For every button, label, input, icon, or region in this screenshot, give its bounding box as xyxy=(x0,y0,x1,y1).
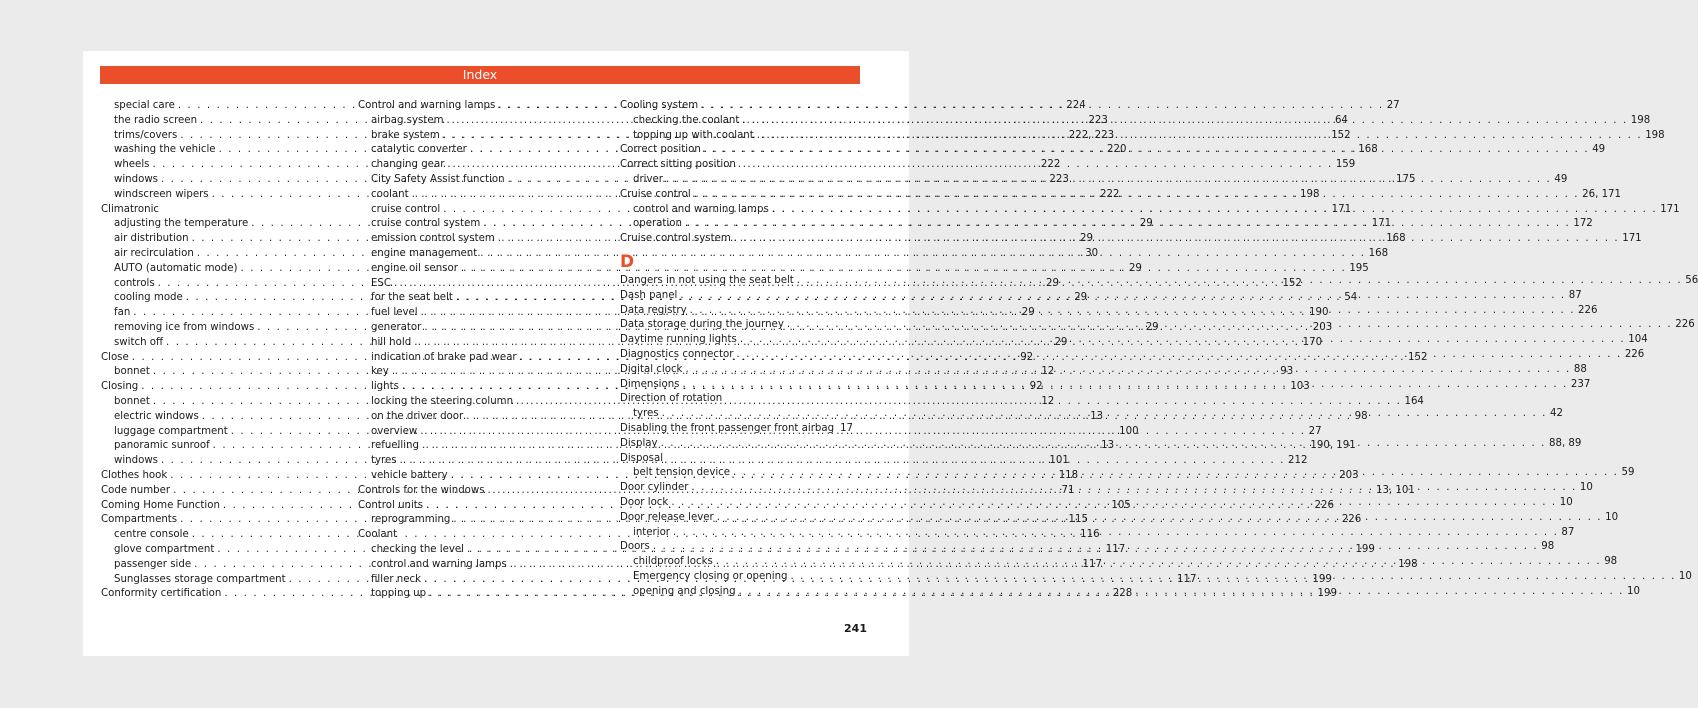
entry-page-ref: 222, 223 xyxy=(1068,129,1115,141)
entry-term: catalytic converter xyxy=(371,144,467,156)
entry-page-ref: 13 xyxy=(1101,440,1115,452)
entry-page-ref: 117 xyxy=(1105,543,1126,555)
entry-term: Diagnostics connector xyxy=(620,348,734,360)
entry-term: Daytime running lights xyxy=(620,334,737,346)
entry-term: Disposal xyxy=(620,452,664,464)
entry-page-ref: 224 xyxy=(1066,100,1086,111)
entry-page-ref: 223 xyxy=(1049,173,1069,185)
entry-term: Door cylinder xyxy=(620,482,689,494)
entry-page-ref: 198 xyxy=(1645,129,1665,141)
entry-term: windscreen wipers xyxy=(114,188,209,200)
entry-page-ref: 226 xyxy=(1675,319,1695,331)
entry-term: Digital clock xyxy=(620,363,683,375)
entry-term: on the driver door xyxy=(371,410,464,422)
entry-term: lights xyxy=(371,381,399,393)
dot-leader xyxy=(757,129,1642,144)
entry-page-ref: 59 xyxy=(1621,467,1635,479)
entry-term: Climatronic xyxy=(101,203,160,215)
entry-term: Coolant xyxy=(358,529,398,541)
index-entry xyxy=(620,392,848,407)
entry-term: passenger side xyxy=(114,558,192,570)
entry-page-ref: 49 xyxy=(1554,173,1568,185)
dot-leader xyxy=(480,247,1365,262)
dot-leader xyxy=(742,114,1627,129)
entry-term: Controls for the windows xyxy=(358,484,485,496)
dot-leader xyxy=(685,217,1570,232)
entry-term: City Safety Assist function xyxy=(371,173,505,185)
dot-leader xyxy=(691,481,1576,496)
entry-page-ref: 223 xyxy=(1088,114,1108,126)
page-number: 241 xyxy=(844,622,867,635)
entry-page-ref: 98 xyxy=(1541,541,1555,553)
entry-term: washing the vehicle xyxy=(114,144,216,156)
entry-term: driver xyxy=(633,173,663,185)
entry-term: ESC xyxy=(371,277,392,289)
entry-term: glove compartment xyxy=(114,543,215,555)
entry-term: checking the coolant xyxy=(633,114,740,126)
dot-leader xyxy=(662,407,1547,422)
entry-term: operation xyxy=(633,218,682,230)
entry-term: control and warning lamps xyxy=(633,203,769,215)
dot-leader xyxy=(740,333,1625,348)
entry-term: locking the steering column xyxy=(371,395,514,407)
entry-term: luggage compartment xyxy=(114,425,228,437)
entry-term: engine oil sensor xyxy=(371,262,458,274)
entry-page-ref: 170 xyxy=(1302,336,1323,348)
entry-term: Conformity certification xyxy=(101,588,222,600)
entry-page-ref: 10 xyxy=(1605,511,1619,523)
entry-page-ref: 104 xyxy=(1628,334,1648,346)
entry-term: Doors xyxy=(620,541,650,553)
entry-page-ref: 220 xyxy=(1107,144,1127,156)
entry-term: Code number xyxy=(101,484,171,496)
entry-term: special care xyxy=(114,100,175,111)
dot-leader xyxy=(680,289,1565,304)
entry-page-ref: 212 xyxy=(1288,455,1308,467)
entry-term: Control units xyxy=(358,499,424,511)
entry-term: brake system xyxy=(371,129,440,141)
dot-leader xyxy=(716,555,1601,570)
entry-term: tyres xyxy=(633,408,659,420)
index-entry xyxy=(620,422,854,437)
dot-leader xyxy=(447,158,1332,173)
dot-leader xyxy=(736,348,1621,363)
entry-term: Coming Home Function xyxy=(101,499,220,511)
index-entry xyxy=(620,452,848,467)
entry-term: Data storage during the journey xyxy=(620,319,784,331)
index-subentry xyxy=(620,203,1680,218)
entry-page-ref: 100 xyxy=(1119,425,1139,437)
dot-leader xyxy=(653,540,1538,555)
entry-term: reprogramming xyxy=(371,514,451,526)
entry-term: Cruise control system xyxy=(620,233,731,245)
entry-page-ref: 190 xyxy=(1309,307,1329,319)
entry-term: Sunglasses storage compartment xyxy=(114,573,286,585)
entry-page-ref: 101 xyxy=(1049,455,1069,467)
entry-term: Control and warning lamps xyxy=(358,100,496,111)
entry-page-ref: 198 xyxy=(1630,114,1651,126)
entry-page-ref: 12 xyxy=(1041,366,1055,378)
entry-page-ref: 71 xyxy=(1061,484,1075,496)
entry-page-ref: 198 xyxy=(1300,188,1320,200)
entry-term: overview xyxy=(371,425,418,437)
entry-term: fan xyxy=(114,307,131,319)
entry-page-ref: 152 xyxy=(1331,129,1351,141)
entry-page-ref: 203 xyxy=(1312,321,1333,333)
entry-term: topping up xyxy=(371,588,427,600)
entry-page-ref: 171 xyxy=(1371,218,1392,230)
dot-leader xyxy=(734,232,1619,247)
entry-term: Correct sitting position xyxy=(620,159,736,171)
entry-term: vehicle battery xyxy=(371,469,448,481)
entry-page-ref: 26, 171 xyxy=(1582,188,1622,200)
entry-term: control and warning lamps xyxy=(371,558,507,570)
entry-page-ref: 203 xyxy=(1339,469,1359,481)
entry-term: Correct position xyxy=(620,144,701,156)
entry-term: Clothes hook xyxy=(101,469,168,481)
entry-term: opening and closing xyxy=(633,585,736,597)
entry-term: wheels xyxy=(114,159,150,171)
entry-term: Door release lever xyxy=(620,511,714,523)
entry-page-ref: 27 xyxy=(1386,100,1400,111)
dot-leader xyxy=(791,570,1676,585)
dot-leader xyxy=(739,585,1624,600)
entry-page-ref: 29 xyxy=(1079,233,1093,245)
entry-term: indication of brake pad wear xyxy=(371,351,517,363)
entry-term: key xyxy=(371,366,389,378)
entry-term: for the seat belt xyxy=(371,292,453,304)
entry-page-ref: 195 xyxy=(1349,262,1369,274)
entry-page-ref: 226 xyxy=(1314,499,1334,511)
entry-page-ref: 10 xyxy=(1559,496,1573,508)
entry-page-ref: 29 xyxy=(1074,292,1088,304)
entry-term: interior xyxy=(633,526,670,538)
entry-page-ref: 152 xyxy=(1408,351,1428,363)
entry-page-ref: 29 xyxy=(1128,262,1142,274)
entry-term: refuelling xyxy=(371,440,419,452)
entry-term: Door lock xyxy=(620,496,669,508)
dot-leader xyxy=(694,188,1579,203)
entry-page-ref: 29 xyxy=(1021,307,1035,319)
entry-term: Dimensions xyxy=(620,378,680,390)
entry-term: Dash panel xyxy=(620,289,678,301)
dot-leader xyxy=(682,378,1567,393)
entry-term: emission control system xyxy=(371,233,495,245)
entry-page-ref: 190, 191 xyxy=(1310,440,1356,452)
dot-leader xyxy=(787,318,1672,333)
entry-term: controls xyxy=(114,277,155,289)
entry-page-ref: 93 xyxy=(1280,366,1294,378)
entry-page-ref: 12 xyxy=(1041,395,1055,407)
entry-page-ref: 222 xyxy=(1040,159,1061,171)
index-entry xyxy=(620,99,848,114)
entry-page-ref: 42 xyxy=(1550,408,1563,420)
entry-page-ref: 198 xyxy=(1398,558,1418,570)
dot-leader xyxy=(704,143,1589,158)
entry-term: windows xyxy=(114,455,158,467)
dot-leader xyxy=(772,203,1657,218)
index-entry xyxy=(358,528,586,543)
entry-term: checking the level xyxy=(371,543,465,555)
entry-page-ref: 29 xyxy=(1139,218,1153,230)
entry-page-ref: 168 xyxy=(1386,233,1406,245)
entry-page-ref: 13 xyxy=(1090,410,1104,422)
entry-term: bonnet xyxy=(114,395,150,407)
dot-leader xyxy=(666,173,1551,188)
index-entry xyxy=(101,203,329,218)
entry-page-ref: 164 xyxy=(1404,395,1424,407)
entry-term: tyres xyxy=(371,455,397,467)
dot-leader xyxy=(717,511,1602,526)
dot-leader xyxy=(673,526,1558,541)
entry-term: adjusting the temperature xyxy=(114,218,249,230)
entry-page-ref: 54 xyxy=(1344,292,1358,304)
entry-page-ref: 87 xyxy=(1561,526,1575,538)
entry-page-ref: 10 xyxy=(1579,482,1593,494)
entry-page-ref: 88 xyxy=(1573,363,1587,375)
entry-term: centre console xyxy=(114,529,189,541)
entry-term: cooling mode xyxy=(114,292,183,304)
entry-page-ref: 171 xyxy=(1331,203,1352,215)
entry-page-ref: 199 xyxy=(1312,573,1332,585)
entry-term: the radio screen xyxy=(114,114,198,126)
dot-leader xyxy=(733,466,1618,481)
entry-page-ref: 29 xyxy=(1054,336,1068,348)
page-title: Index xyxy=(100,66,860,84)
entry-term: electric windows xyxy=(114,410,199,422)
entry-page-ref: 168 xyxy=(1358,144,1378,156)
entry-term: Close xyxy=(101,351,129,363)
entry-term: Dangers in not using the seat belt xyxy=(620,274,794,286)
index-entry xyxy=(620,158,848,173)
entry-page-ref: 226 xyxy=(1341,514,1362,526)
entry-page-ref: 56 xyxy=(1685,274,1698,286)
dot-leader xyxy=(690,304,1575,319)
entry-page-ref: 88, 89 xyxy=(1548,437,1582,449)
entry-term: Direction of rotation xyxy=(620,393,723,405)
entry-page-ref: 117 xyxy=(1082,558,1102,570)
entry-term: engine management xyxy=(371,247,478,259)
dot-leader xyxy=(685,363,1570,378)
entry-term: topping up with coolant xyxy=(633,129,754,141)
entry-term: switch off xyxy=(114,336,164,348)
entry-page-ref: 87 xyxy=(1568,289,1582,301)
entry-term: cruise control xyxy=(371,203,441,215)
entry-term: Display xyxy=(620,437,658,449)
entry-term: air recirculation xyxy=(114,247,194,259)
entry-page-ref: 159 xyxy=(1335,159,1356,171)
entry-page-ref: 30 xyxy=(1085,247,1099,259)
entry-page-ref: 118 xyxy=(1058,469,1079,481)
entry-page-ref: 222 xyxy=(1100,188,1120,200)
entry-page-ref: 49 xyxy=(1592,144,1606,156)
entry-term: Compartments xyxy=(101,514,178,526)
entry-page-ref: 10 xyxy=(1626,585,1640,597)
entry-page-ref: 27 xyxy=(1308,425,1322,437)
dot-leader xyxy=(671,496,1556,511)
entry-page-ref: 171 xyxy=(1622,233,1642,245)
entry-term: AUTO (automatic mode) xyxy=(114,262,238,274)
entry-term: panoramic sunroof xyxy=(114,440,210,452)
entry-page-ref: 29 xyxy=(1145,321,1159,333)
dot-leader xyxy=(661,437,1546,452)
entry-term: fuel level xyxy=(371,307,418,319)
entry-term: removing ice from windows xyxy=(114,321,255,333)
entry-page-ref: 64 xyxy=(1334,114,1348,126)
entry-term: hill hold xyxy=(371,336,412,348)
entry-term: Data registry xyxy=(620,304,687,316)
entry-page-ref: 171 xyxy=(1660,203,1680,215)
entry-page-ref: 152 xyxy=(1282,277,1302,289)
entry-page-ref: 103 xyxy=(1290,381,1310,393)
entry-page-ref: 10 xyxy=(1678,570,1692,582)
entry-page-ref: 29 xyxy=(1046,277,1060,289)
entry-page-ref: 116 xyxy=(1080,529,1100,541)
entry-page-ref: 168 xyxy=(1368,247,1389,259)
entry-page-ref: 17 xyxy=(840,422,854,434)
entry-page-ref: 175 xyxy=(1396,173,1416,185)
section-letter: D xyxy=(620,251,635,272)
entry-term: filler neck xyxy=(371,573,421,585)
entry-term: belt tension device xyxy=(633,467,731,479)
entry-term: air distribution xyxy=(114,233,189,245)
entry-page-ref: 98 xyxy=(1604,556,1618,568)
entry-page-ref: 115 xyxy=(1068,514,1088,526)
entry-term: trims/covers xyxy=(114,129,178,141)
entry-page-ref: 228 xyxy=(1112,588,1133,600)
entry-page-ref: 226 xyxy=(1578,304,1598,316)
entry-term: cruise control system xyxy=(371,218,481,230)
entry-term: Cruise control xyxy=(620,188,691,200)
entry-page-ref: 199 xyxy=(1355,543,1375,555)
entry-page-ref: 117 xyxy=(1177,573,1197,585)
entry-term: Cooling system xyxy=(620,100,699,111)
entry-term: windows xyxy=(114,173,158,185)
entry-term: bonnet xyxy=(114,366,150,378)
dot-leader xyxy=(797,274,1682,289)
entry-page-ref: 199 xyxy=(1317,588,1337,600)
entry-term: Closing xyxy=(101,381,139,393)
entry-term: generator xyxy=(371,321,422,333)
entry-term: airbag system xyxy=(371,114,444,126)
entry-term: changing gear xyxy=(371,159,445,171)
entry-term: Emergency closing or opening xyxy=(633,570,788,582)
entry-page-ref: 105 xyxy=(1111,499,1131,511)
entry-page-ref: 92 xyxy=(1020,351,1034,363)
entry-term: childproof locks xyxy=(633,556,713,568)
entry-term: Disabling the front passenger front airbag xyxy=(620,422,835,434)
entry-page-ref: 172 xyxy=(1573,218,1593,230)
entry-page-ref: 226 xyxy=(1624,348,1645,360)
entry-page-ref: 237 xyxy=(1570,378,1591,390)
entry-term: coolant xyxy=(371,188,409,200)
entry-page-ref: 92 xyxy=(1029,381,1043,393)
entry-page-ref: 13, 101 xyxy=(1375,484,1415,496)
entry-page-ref: 98 xyxy=(1354,410,1368,422)
